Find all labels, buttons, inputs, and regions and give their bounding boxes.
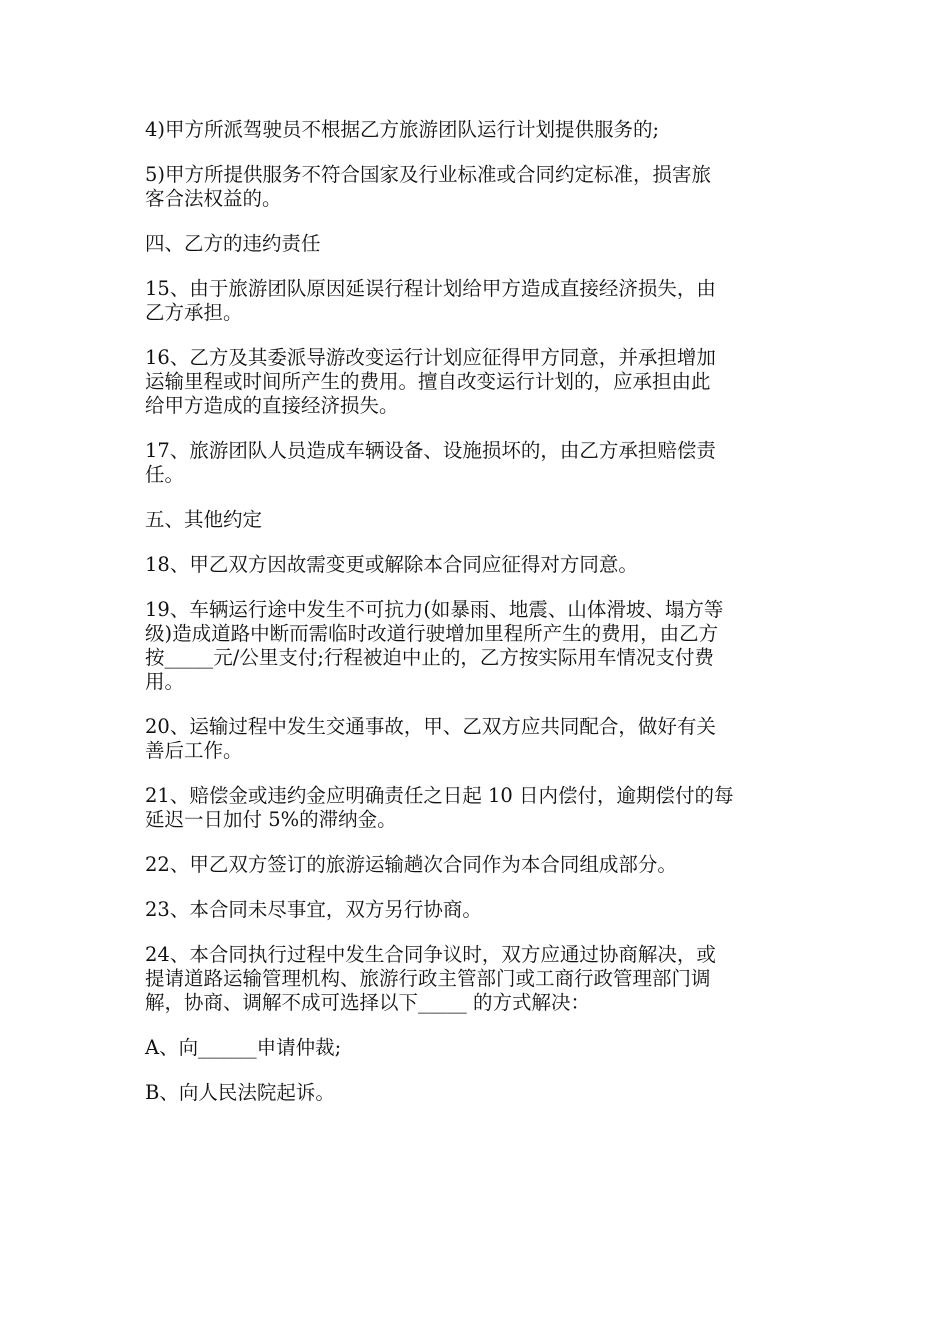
paragraph-line: 级)造成道路中断而需临时改道行驶增加里程所产生的费用，由乙方 [145, 622, 719, 645]
paragraph-line: 23、本合同未尽事宜，双方另行协商。 [145, 898, 482, 921]
clause-paragraph [145, 439, 810, 487]
paragraph-line: B、向人民法院起诉。 [145, 1081, 335, 1104]
paragraph-line: 善后工作。 [145, 739, 243, 762]
paragraph-line: 20、运输过程中发生交通事故，甲、乙双方应共同配合，做好有关 [145, 715, 716, 738]
paragraph-line: A、向______申请仲裁; [145, 1036, 342, 1059]
paragraph-line: 15、由于旅游团队原因延误行程计划给甲方造成直接经济损失，由 [145, 277, 716, 300]
paragraph-line: 24、本合同执行过程中发生合同争议时，双方应通过协商解决，或 [145, 943, 716, 966]
paragraph-line: 按_____元/公里支付;行程被迫中止的，乙方按实际用车情况支付费 [145, 646, 714, 669]
paragraph-line: 乙方承担。 [145, 301, 243, 324]
paragraph-line: 解，协商、调解不成可选择以下_____ 的方式解决： [145, 991, 590, 1014]
clause-paragraph [145, 163, 810, 211]
paragraph-line: 任。 [145, 463, 185, 486]
paragraph-line: 5)甲方所提供服务不符合国家及行业标准或合同约定标准，损害旅 [145, 163, 712, 186]
paragraph-line: 提请道路运输管理机构、旅游行政主管部门或工商行政管理部门调 [145, 967, 711, 990]
paragraph-line: 用。 [145, 670, 185, 693]
paragraph-line: 22、甲乙双方签订的旅游运输趟次合同作为本合同组成部分。 [145, 853, 677, 876]
paragraph-line: 16、乙方及其委派导游改变运行计划应征得甲方同意，并承担增加 [145, 346, 716, 369]
clause-paragraph [145, 598, 810, 694]
clause-paragraph [145, 1081, 810, 1105]
clause-paragraph [145, 232, 810, 256]
paragraph-line: 18、甲乙双方因故需变更或解除本合同应征得对方同意。 [145, 553, 638, 576]
paragraph-line: 给甲方造成的直接经济损失。 [145, 394, 399, 417]
paragraph-line: 运输里程或时间所产生的费用。擅自改变运行计划的，应承担由此 [145, 370, 711, 393]
document-body [145, 118, 810, 1126]
clause-paragraph [145, 784, 810, 832]
clause-paragraph [145, 943, 810, 1015]
paragraph-line: 四、乙方的违约责任 [145, 232, 321, 255]
paragraph-line: 客合法权益的。 [145, 187, 282, 210]
paragraph-line: 17、旅游团队人员造成车辆设备、设施损坏的，由乙方承担赔偿责 [145, 439, 716, 462]
paragraph-line: 19、车辆运行途中发生不可抗力(如暴雨、地震、山体滑坡、塌方等 [145, 598, 724, 621]
clause-paragraph [145, 277, 810, 325]
paragraph-line: 21、赔偿金或违约金应明确责任之日起 10 日内偿付，逾期偿付的每 [145, 784, 734, 807]
clause-paragraph [145, 1036, 810, 1060]
paragraph-line: 延迟一日加付 5%的滞纳金。 [145, 808, 397, 831]
clause-paragraph [145, 553, 810, 577]
clause-paragraph [145, 715, 810, 763]
clause-paragraph [145, 346, 810, 418]
clause-paragraph [145, 508, 810, 532]
paragraph-line: 4)甲方所派驾驶员不根据乙方旅游团队运行计划提供服务的; [145, 118, 660, 141]
clause-paragraph [145, 118, 810, 142]
clause-paragraph [145, 853, 810, 877]
paragraph-line: 五、其他约定 [145, 508, 263, 531]
clause-paragraph [145, 898, 810, 922]
